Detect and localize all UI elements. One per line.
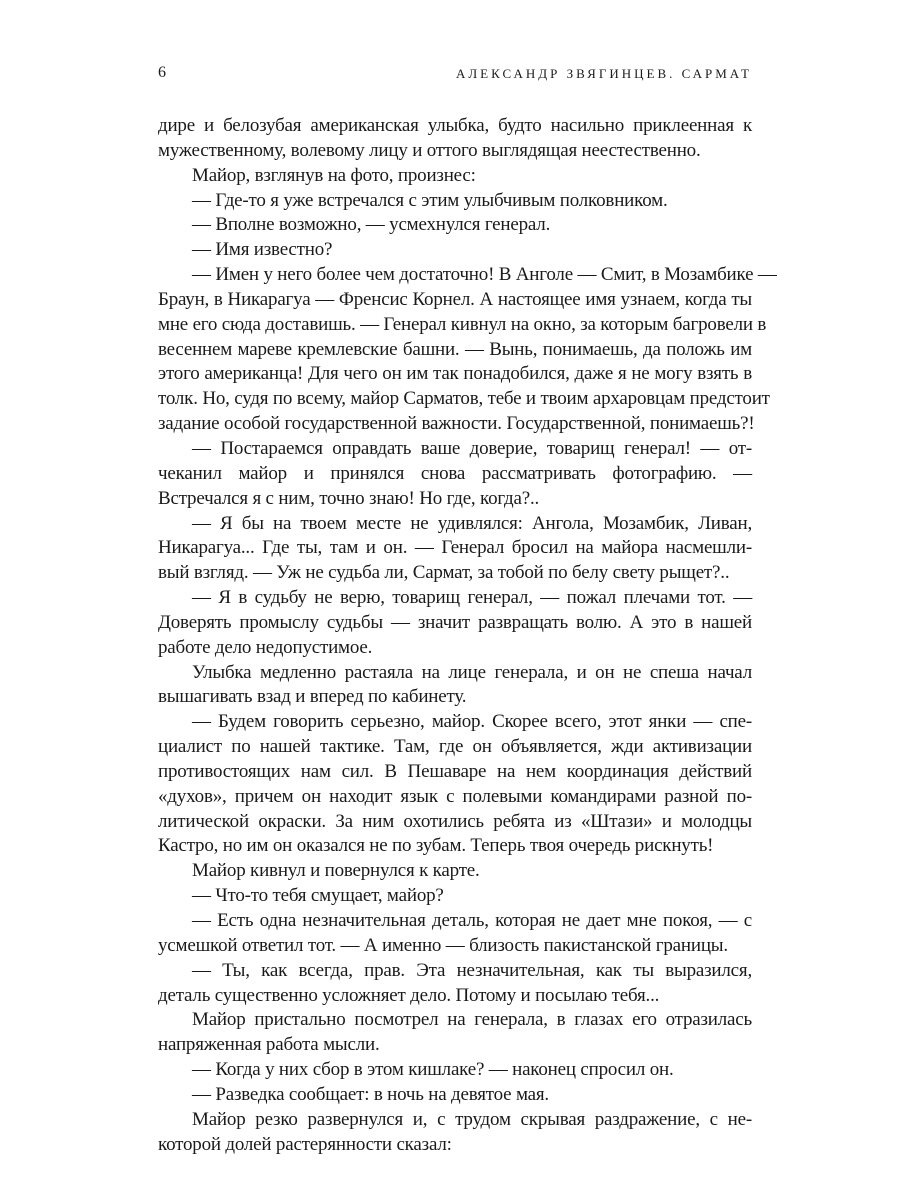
- running-title: АЛЕКСАНДР ЗВЯГИНЦЕВ. САРМАТ: [455, 66, 752, 81]
- text-line: толк. Но, судя по всему, майор Сарматов, тебе и твоим архаровцам предстоит: [158, 388, 770, 410]
- text-line: Майор пристально посмотрел на генерала, в глазах его отразилась: [192, 1009, 752, 1031]
- text-line: — Ты, как всегда, прав. Эта незначительная, как ты выразился,: [192, 959, 752, 981]
- text-line: дире и белозубая американская улыбка, будто насильно приклеенная к: [158, 115, 752, 136]
- text-line: — Имя известно?: [192, 239, 333, 261]
- text-line: Встречался я с ним, точно знаю! Но где, когда?..: [158, 487, 540, 509]
- text-line: Майор кивнул и повернулся к карте.: [192, 860, 480, 882]
- text-line: — Я в судьбу не верю, товарищ генерал, — пожал плечами тот. —: [192, 587, 752, 609]
- text-line: этого американца! Для чего он им так понадобился, даже я не могу взять в: [158, 363, 752, 385]
- page-number: 6: [158, 64, 166, 81]
- text-line: мужественному, волевому лицу и оттого выглядящая неестественно.: [158, 139, 701, 161]
- text-line: Майор, взглянув на фото, произнес:: [192, 164, 476, 186]
- text-line: вый взгляд. — Уж не судьба ли, Сармат, за тобой по белу свету рыщет?..: [158, 562, 730, 584]
- text-line: «духов», причем он находит язык с полевыми командирами разной по-: [158, 785, 752, 807]
- text-line: — Разведка сообщает: в ночь на девятое мая.: [192, 1083, 549, 1105]
- text-line: работе дело недопустимое.: [158, 636, 373, 658]
- text-line: напряженная работа мысли.: [158, 1034, 380, 1056]
- text-line: — Где-то я уже встречался с этим улыбчивым полковником.: [192, 189, 668, 211]
- text-line: которой долей растерянности сказал:: [158, 1133, 452, 1155]
- text-line: — Когда у них сбор в этом кишлаке? — наконец спросил он.: [192, 1059, 674, 1081]
- text-line: — Имен у него более чем достаточно! В Анголе — Смит, в Мозамбике —: [192, 264, 777, 286]
- text-line: Никарагуа... Где ты, там и он. — Генерал бросил на майора насмешли-: [158, 537, 752, 559]
- text-line: Майор резко развернулся и, с трудом скрывая раздражение, с не-: [192, 1108, 752, 1130]
- body-text: [158, 114, 777, 1157]
- text-line: чеканил майор и принялся снова рассматривать фотографию. —: [158, 462, 752, 484]
- text-line: Браун, в Никарагуа — Френсис Корнел. А настоящее имя узнаем, когда ты: [158, 288, 752, 310]
- text-line: — Будем говорить серьезно, майор. Скорее всего, этот янки — спе-: [192, 711, 752, 733]
- text-line: — Постараемся оправдать ваше доверие, товарищ генерал! — от-: [192, 437, 752, 459]
- text-line: Улыбка медленно растаяла на лице генерала, и он не спеша начал: [192, 661, 752, 683]
- text-line: задание особой государственной важности. Государственной, понимаешь?!: [158, 413, 755, 435]
- text-line: — Вполне возможно, — усмехнулся генерал.: [192, 214, 551, 236]
- text-line: мне его сюда доставишь. — Генерал кивнул на окно, за которым багровели в: [158, 313, 767, 335]
- text-line: литической окраски. За ним охотились ребята из «Штази» и молодцы: [158, 810, 752, 832]
- text-line: — Что-то тебя смущает, майор?: [192, 885, 444, 907]
- text-line: деталь существенно усложняет дело. Потому и посылаю тебя...: [158, 984, 660, 1006]
- text-line: Доверять промыслу судьбы — значит развращать волю. А это в нашей: [158, 611, 752, 633]
- text-line: вышагивать взад и вперед по кабинету.: [158, 686, 467, 708]
- text-line: усмешкой ответил тот. — А именно — близость пакистанской границы.: [158, 934, 728, 956]
- text-line: — Есть одна незначительная деталь, которая не дает мне покоя, — с: [192, 910, 752, 931]
- text-line: весеннем мареве кремлевские башни. — Вынь, понимаешь, да положь им: [158, 338, 752, 360]
- text-line: циалист по нашей тактике. Там, где он объявляется, жди активизации: [158, 736, 752, 758]
- text-line: противостоящих нам сил. В Пешаваре на нем координация действий: [158, 760, 752, 782]
- text-line: — Я бы на твоем месте не удивлялся: Ангола, Мозамбик, Ливан,: [192, 512, 752, 534]
- text-line: Кастро, но им он оказался не по зубам. Теперь твоя очередь рискнуть!: [158, 835, 714, 857]
